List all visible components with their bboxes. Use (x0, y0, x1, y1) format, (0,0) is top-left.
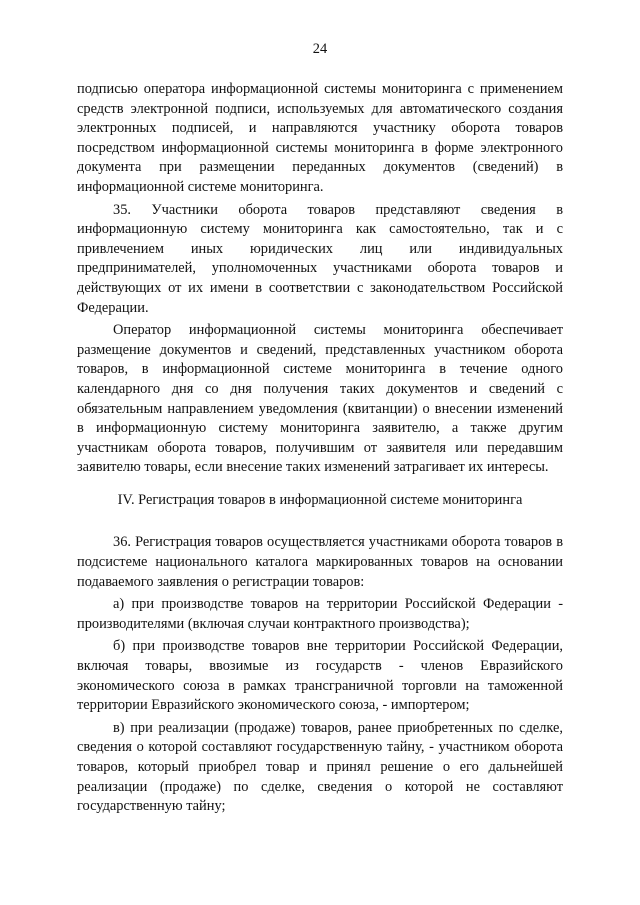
document-body (77, 80, 563, 817)
page-number: 24 (312, 41, 328, 57)
list-item-a: а) при производстве товаров на территории Российской Федерации - производителями (включая случаи контрактного производства); (77, 596, 563, 632)
paragraph-item-35: 35. Участники оборота товаров представляют сведения в информационную систему мониторинга как самостоятельно, так и с привлечением иных юридических лиц или индивидуальных предпринимателей, уполномоченных участниками оборота товаров и действующих от их имени в соответствии с законодательством Российской Федерации. (77, 201, 563, 316)
section-heading: IV. Регистрация товаров в информационной системе мониторинга (117, 491, 523, 508)
paragraph-operator-obligations: Оператор информационной системы мониторинга обеспечивает размещение документов и сведений, представленных участником оборота товаров, в информационной системе мониторинга в течение одного календарного дня со дня получения таких документов и сведений с обязательным направлением уведомления (квитанции) о внесении изменений в информационную систему мониторинга заявителю, а также другим участникам оборота товаров, получившим от заявителя или передавшим заявителю товары, если внесение таких изменений затрагивает их интересы. (77, 322, 563, 476)
list-item-b: б) при производстве товаров вне территории Российской Федерации, включая товары, ввозимые из государств - членов Евразийского экономического союза в рамках трансграничной торговли на таможенной территории Евразийского экономического союза, - импортером; (77, 638, 563, 714)
paragraph-item-36: 36. Регистрация товаров осуществляется участниками оборота товаров в подсистеме национального каталога маркированных товаров на основании подаваемого заявления о регистрации товаров: (77, 534, 563, 590)
paragraph-continuation: подписью оператора информационной системы мониторинга с применением средств электронной подписи, используемых для автоматического создания электронных подписей, и направляются участнику оборота товаров посредством информационной системы мониторинга в форме электронного документа при размещении переданных документов (сведений) в информационной системе мониторинга. (77, 81, 563, 195)
list-item-v: в) при реализации (продаже) товаров, ранее приобретенных по сделке, сведения о которой составляют государственную тайну, - участником оборота товаров, который приобрел товар и принял решение о его дальнейшей реализации (продаже) по сделке, сведения о которой не составляют государственную тайну; (77, 719, 563, 815)
